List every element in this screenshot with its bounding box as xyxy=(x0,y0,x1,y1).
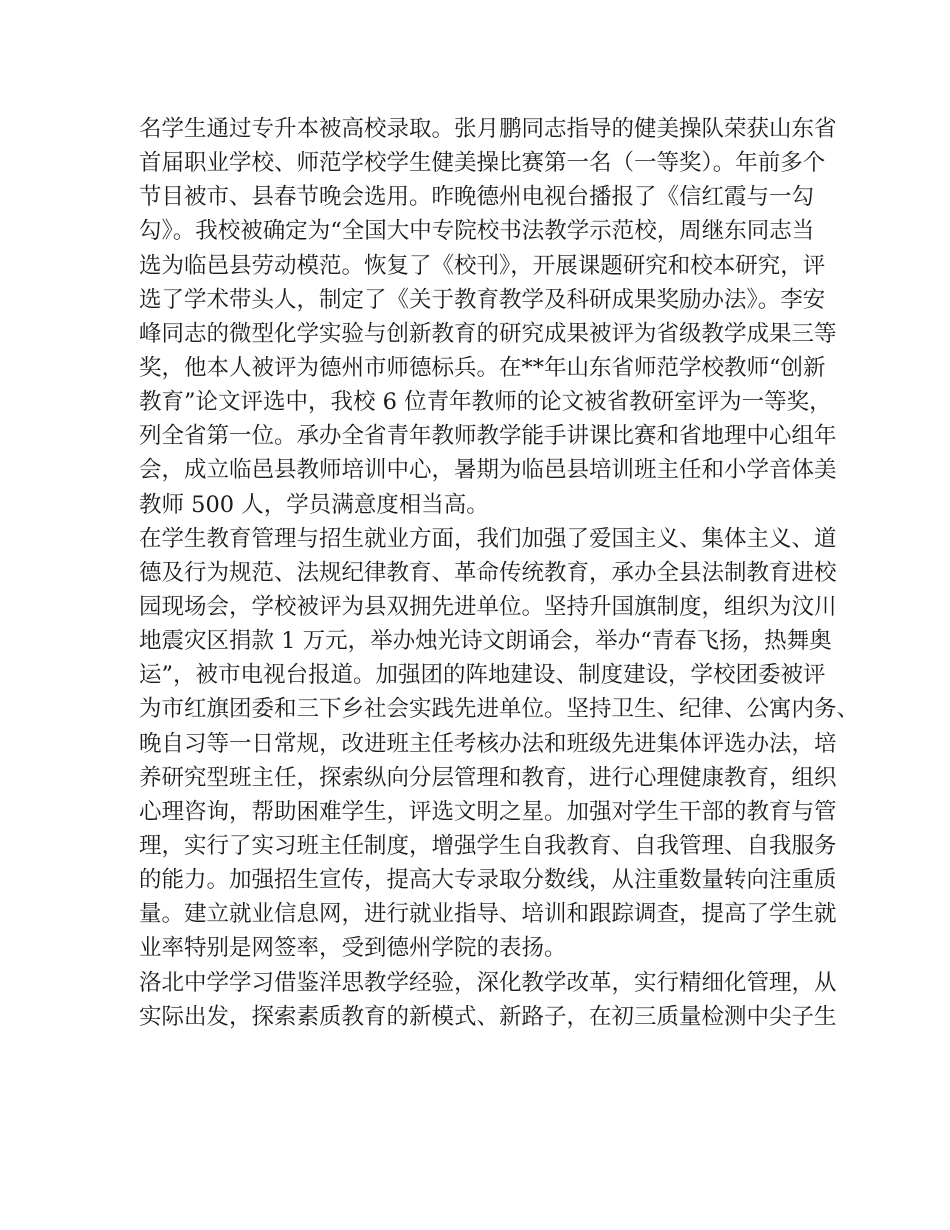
text-line: 运”，被市电视台报道。加强团的阵地建设、制度建设，学校团委被评 xyxy=(139,662,826,689)
paragraph-achievements xyxy=(139,112,839,522)
text-line: 会，成立临邑县教师培训中心，暑期为临邑县培训班主任和小学音体美 xyxy=(139,457,837,484)
text-line: 业率特别是网签率，受到德州学院的表扬。 xyxy=(139,935,567,962)
text-line: 养研究型班主任，探索纵向分层管理和教育，进行心理健康教育，组织 xyxy=(139,764,837,791)
paragraph-luobei-school xyxy=(139,966,839,1034)
text-line: 洛北中学学习借鉴洋思教学经验，深化教学改革，实行精细化管理，从 xyxy=(139,969,837,996)
text-line: 实际出发，探索素质教育的新模式、新路子，在初三质量检测中尖子生 xyxy=(139,1003,837,1030)
text-line: 园现场会，学校被评为县双拥先进单位。坚持升国旗制度，组织为汶川 xyxy=(139,593,837,620)
text-line: 晚自习等一日常规，改进班主任考核办法和班级先进集体评选办法，培 xyxy=(139,730,837,757)
text-line: 选为临邑县劳动模范。恢复了《校刊》，开展课题研究和校本研究，评 xyxy=(139,252,826,279)
text-line: 地震灾区捐款 1 万元，举办烛光诗文朗诵会，举办“青春飞扬，热舞奥 xyxy=(139,628,832,655)
text-line: 峰同志的微型化学实验与创新教育的研究成果被评为省级教学成果三等 xyxy=(139,320,837,347)
document-body xyxy=(139,112,860,1034)
text-line: 量。建立就业信息网，进行就业指导、培训和跟踪调查，提高了学生就 xyxy=(139,901,837,928)
text-line: 在学生教育管理与招生就业方面，我们加强了爱国主义、集体主义、道 xyxy=(139,525,837,552)
text-line: 首届职业学校、师范学校学生健美操比赛第一名（一等奖）。年前多个 xyxy=(139,150,826,177)
paragraph-student-management xyxy=(139,522,860,966)
text-line: 选了学术带头人，制定了《关于教育教学及科研成果奖励办法》。李安 xyxy=(139,286,826,313)
text-line: 理，实行了实习班主任制度，增强学生自我教育、自我管理、自我服务 xyxy=(139,832,837,859)
text-line: 德及行为规范、法规纪律教育、革命传统教育，承办全县法制教育进校 xyxy=(139,559,837,586)
text-line: 的能力。加强招生宣传，提高大专录取分数线，从注重数量转向注重质 xyxy=(139,867,837,894)
text-line: 心理咨询，帮助困难学生，评选文明之星。加强对学生干部的教育与管 xyxy=(139,798,837,825)
text-line: 奖，他本人被评为德州市师德标兵。在**年山东省师范学校教师“创新 xyxy=(139,354,826,381)
text-line: 为市红旗团委和三下乡社会实践先进单位。坚持卫生、纪律、公寓内务、 xyxy=(139,696,860,723)
text-line: 节目被市、县春节晚会选用。昨晚德州电视台播报了《信红霞与一勾 xyxy=(139,184,815,211)
text-line: 名学生通过专升本被高校录取。张月鹏同志指导的健美操队荣获山东省 xyxy=(139,116,837,142)
text-line: 勾》。我校被确定为“全国大中专院校书法教学示范校，周继东同志当 xyxy=(139,218,815,245)
text-line: 教育”论文评选中，我校 6 位青年教师的论文被省教研室评为一等奖， xyxy=(139,389,832,416)
text-line: 教师 500 人，学员满意度相当高。 xyxy=(139,491,489,518)
text-line: 列全省第一位。承办全省青年教师教学能手讲课比赛和省地理中心组年 xyxy=(139,423,837,450)
